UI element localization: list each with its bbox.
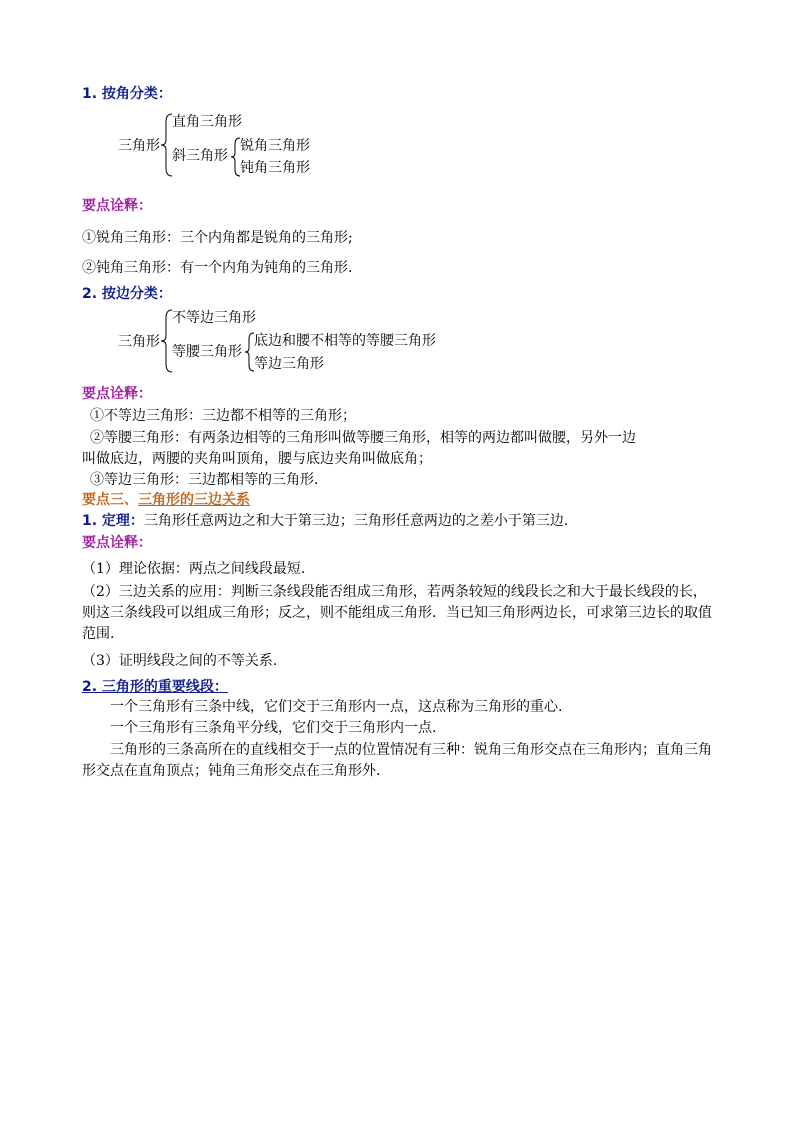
note1-acute: ①锐角三角形：三个内角都是锐角的三角形;: [82, 230, 353, 246]
heading-point-three-prefix: 要点三、: [82, 492, 138, 508]
tree2-isosceles: 等腰三角形: [172, 344, 242, 360]
note3-p2: （2）三边关系的应用：判断三条线段能否组成三角形，若两条较短的线段长之和大于最长线段的长，则这三条线段可以组成三角形；反之，则不能组成三角形．当已知三角形两边长，可求第三边长的取值范围.: [82, 584, 712, 642]
tree1-acute: 锐角三角形: [240, 138, 310, 154]
important-medians: 一个三角形有三条中线，它们交于三角形内一点，这点称为三角形的重心.: [110, 699, 563, 715]
note-heading-2: 要点诠释：: [82, 386, 152, 402]
tree1-obtuse: 钝角三角形: [240, 160, 310, 176]
tree1-right: 直角三角形: [172, 114, 242, 130]
tree1-root: 三角形: [118, 138, 160, 154]
note3-p3: （3）证明线段之间的不等关系.: [82, 653, 278, 669]
heading-point-three-title: 三角形的三边关系: [138, 492, 250, 508]
tree2-iso-non-equal: 底边和腰不相等的等腰三角形: [254, 333, 436, 349]
tree2-equilateral: 等边三角形: [254, 356, 324, 372]
note2-scalene: ①不等边三角形：三边都不相等的三角形；: [90, 408, 356, 424]
theorem-text: 三角形任意两边之和大于第三边；三角形任意两边的之差小于第三边.: [143, 513, 569, 529]
tree2-root: 三角形: [118, 334, 160, 350]
important-bisectors: 一个三角形有三条角平分线，它们交于三角形内一点.: [110, 720, 437, 736]
heading-side-classification: 2. 按边分类：: [82, 286, 172, 302]
important-altitudes: 三角形的三条高所在的直线相交于一点的位置情况有三种：锐角三角形交点在三角形内；直角三角形交点在直角顶点；钝角三角形交点在三角形外.: [82, 742, 712, 779]
heading-important-lines: [82, 677, 228, 697]
note1-obtuse: ②钝角三角形：有一个内角为钝角的三角形.: [82, 260, 353, 276]
tree2-scalene: 不等边三角形: [172, 310, 256, 326]
note2-isosceles: ②等腰三角形：有两条边相等的三角形叫做等腰三角形，相等的两边都叫做腰，另外一边: [90, 430, 636, 446]
theorem-line: [82, 511, 568, 531]
note-heading-1: 要点诠释：: [82, 198, 152, 214]
theorem-label: 1. 定理：: [82, 513, 144, 529]
heading-point-three: [82, 490, 250, 510]
note3-p1: （1）理论依据：两点之间线段最短.: [82, 561, 306, 577]
heading-angle-classification: 1. 按角分类：: [82, 86, 172, 102]
heading-important-lines-text: 2. 三角形的重要线段：: [82, 679, 228, 695]
note2-isosceles-cont: 叫做底边，两腰的夹角叫顶角，腰与底边夹角叫做底角；: [82, 451, 432, 467]
note-heading-3: 要点诠释：: [82, 535, 152, 551]
tree1-oblique: 斜三角形: [172, 148, 228, 164]
note2-equilateral: ③等边三角形：三边都相等的三角形.: [90, 472, 319, 488]
